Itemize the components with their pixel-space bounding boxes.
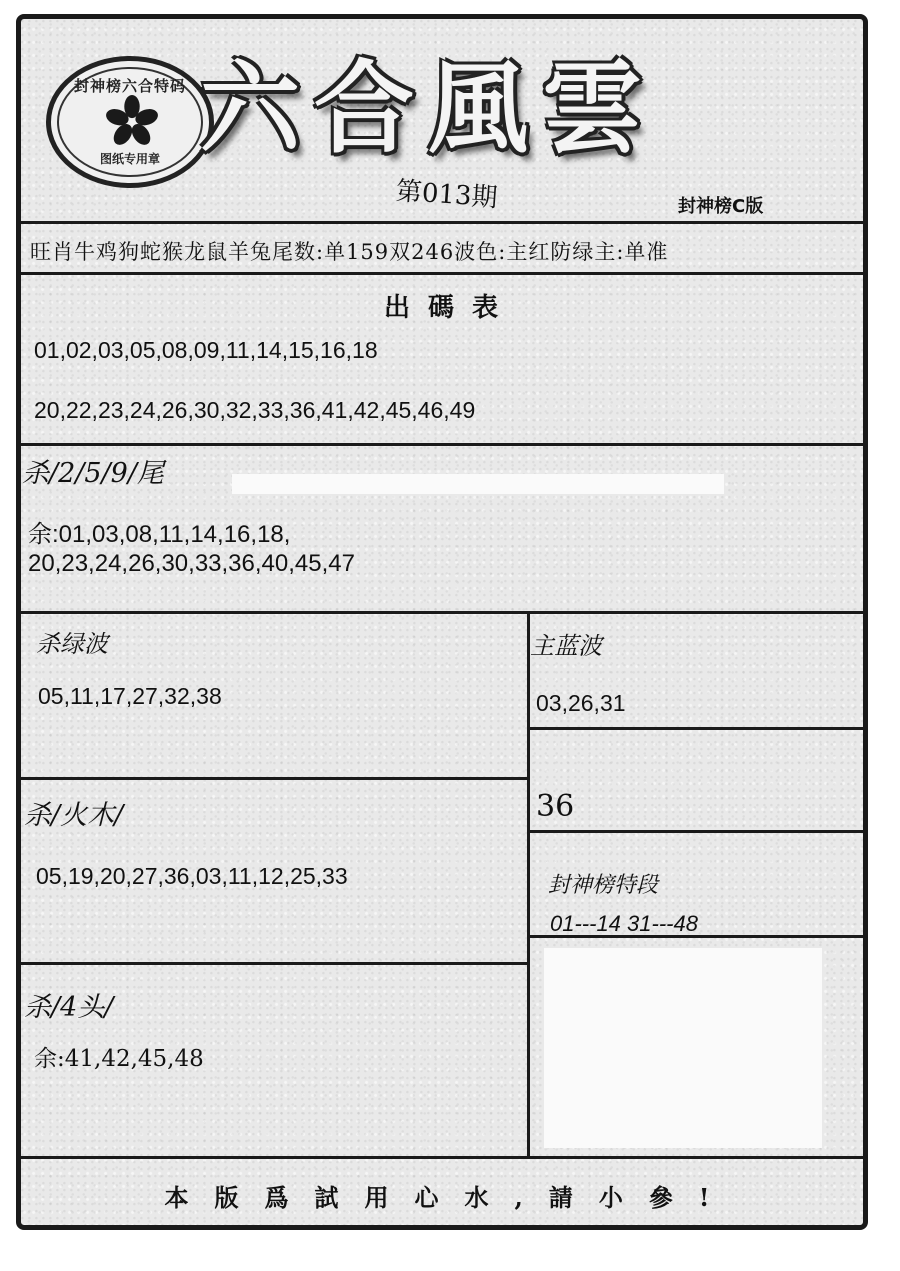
kill-head-heading: 杀/4头/: [24, 992, 114, 1023]
divider: [20, 777, 530, 780]
code-table-line: 01,02,03,05,08,09,11,14,15,16,18: [34, 337, 378, 363]
kill-head-remain: 余:41,42,45,48: [34, 1046, 204, 1072]
kill-fire-wood-heading: 杀/火木/: [24, 800, 124, 831]
divider: [20, 272, 866, 275]
kill-tail-remain: 余:01,03,08,11,14,16,18,: [28, 521, 291, 548]
seal-top-text: 封神榜六合特码: [73, 77, 186, 95]
divider: [20, 221, 866, 224]
blank-strip: [232, 474, 724, 494]
divider: [20, 611, 866, 614]
edition-label: 封神榜C版: [678, 196, 764, 217]
kill-fire-wood-numbers: 05,19,20,27,36,03,11,12,25,33: [36, 863, 348, 889]
kill-green-numbers: 05,11,17,27,32,38: [38, 683, 222, 709]
page-title: 六合風雲: [200, 49, 656, 167]
main-blue-heading: 主蓝波: [530, 632, 602, 660]
footer-note: 本版爲試用心水,請小參!: [164, 1183, 736, 1212]
kill-tail-heading: 杀/2/5/9/尾: [22, 458, 164, 489]
divider: [20, 962, 530, 965]
divider: [528, 727, 866, 730]
kill-tail-remain: 20,23,24,26,30,33,36,40,45,47: [28, 550, 355, 577]
main-blue-numbers: 03,26,31: [536, 690, 626, 716]
single-number: 36: [536, 789, 575, 824]
special-range-value: 01---14 31---48: [550, 911, 698, 936]
seal-bottom-text: 图纸专用章: [99, 152, 160, 166]
issue-number: 第013期: [394, 176, 499, 214]
divider: [20, 443, 866, 446]
code-table-line: 20,22,23,24,26,30,32,33,36,41,42,45,46,49: [34, 397, 476, 423]
seal-stamp: [46, 56, 214, 188]
code-table-title: 出碼表: [383, 293, 516, 323]
bauhinia-flower-icon: [103, 95, 161, 147]
info-line: 旺肖牛鸡狗蛇猴龙鼠羊兔尾数:单159双246波色:主红防绿主:单准: [30, 240, 669, 264]
kill-green-heading: 杀绿波: [36, 630, 108, 658]
special-range-heading: 封神榜特段: [548, 873, 659, 898]
blank-box: [544, 948, 822, 1148]
divider: [528, 830, 866, 833]
column-divider: [527, 612, 530, 1157]
divider: [20, 1156, 866, 1159]
